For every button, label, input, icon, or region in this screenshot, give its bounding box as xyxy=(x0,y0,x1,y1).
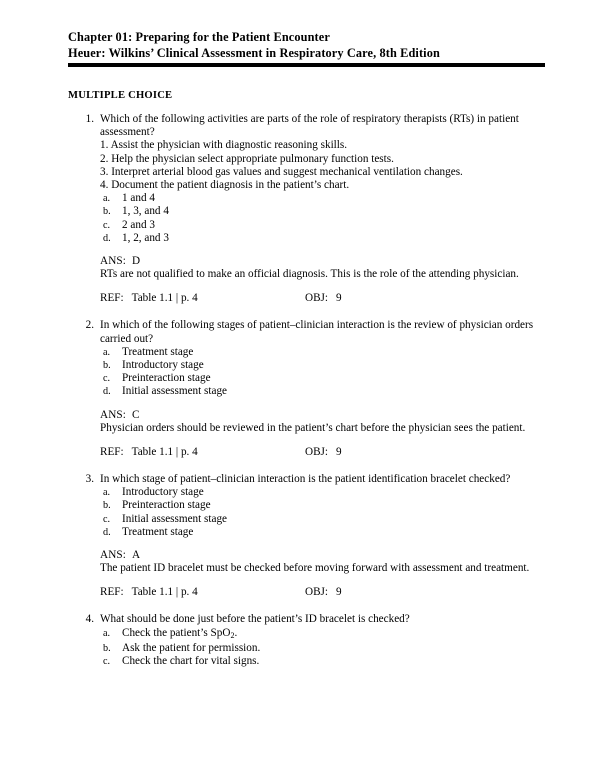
option-letter: b. xyxy=(103,360,111,372)
obj-value: 9 xyxy=(336,446,342,459)
numbered-item: 4. Document the patient diagnosis in the patient’s chart. xyxy=(100,179,350,192)
option-text: 2 and 3 xyxy=(122,218,155,231)
option-letter: b. xyxy=(103,642,111,654)
ref-value: Table 1.1 | p. 4 xyxy=(131,446,198,459)
question-block xyxy=(0,613,600,668)
answer-option[interactable] xyxy=(0,385,600,398)
option-text: Treatment stage xyxy=(122,345,194,358)
option-text: Check the patient’s SpO$_2$. xyxy=(122,626,238,640)
reference-row xyxy=(0,446,600,460)
section-heading-multiple-choice: MULTIPLE CHOICE xyxy=(68,90,173,101)
obj-group xyxy=(305,586,342,599)
answer-value: C xyxy=(131,408,140,421)
option-letter: c. xyxy=(103,513,111,525)
answer-option[interactable] xyxy=(0,627,600,642)
reference-row xyxy=(0,292,600,306)
question-number: 4. xyxy=(85,613,94,626)
answer-value: D xyxy=(131,255,141,268)
option-letter: a. xyxy=(103,487,111,499)
option-letter: b. xyxy=(103,206,111,218)
answer-option[interactable] xyxy=(0,232,600,245)
option-text: Preinteraction stage xyxy=(122,499,211,512)
option-text: Introductory stage xyxy=(122,359,204,372)
reference-row xyxy=(0,586,600,600)
numbered-item: 3. Interpret arterial blood gas values and suggest mechanical ventilation changes. xyxy=(100,165,463,178)
question-stem xyxy=(0,473,600,486)
answer-option[interactable] xyxy=(0,205,600,218)
option-letter: a. xyxy=(103,627,111,639)
answer-option-list xyxy=(0,627,600,668)
option-text: Preinteraction stage xyxy=(122,372,211,385)
option-text: Ask the patient for permission. xyxy=(122,641,261,654)
answer-option-list xyxy=(0,192,600,245)
answer-option[interactable] xyxy=(0,486,600,499)
answer-option-list xyxy=(0,486,600,539)
header-divider-rule xyxy=(68,63,545,67)
option-text: Initial assessment stage xyxy=(122,385,228,398)
question-stem xyxy=(0,613,600,626)
answer-label: ANS: xyxy=(100,255,126,268)
answer-line xyxy=(100,255,545,268)
question-text: What should be done just before the patient’s ID bracelet is checked? xyxy=(100,613,410,626)
answer-option[interactable] xyxy=(0,192,600,205)
option-letter: d. xyxy=(103,386,111,398)
question-block xyxy=(0,473,600,600)
ref-label: REF: xyxy=(100,586,124,599)
header-chapter-title: Chapter 01: Preparing for the Patient Encounter xyxy=(68,30,330,44)
option-text: Initial assessment stage xyxy=(122,512,228,525)
question-numbered-items xyxy=(0,139,600,192)
answer-option[interactable] xyxy=(0,219,600,232)
question-list xyxy=(0,113,600,681)
answer-option[interactable] xyxy=(0,372,600,385)
answer-line xyxy=(100,549,545,562)
ref-group xyxy=(100,446,198,459)
obj-label: OBJ: xyxy=(305,292,329,305)
answer-value: A xyxy=(131,549,141,562)
answer-block xyxy=(0,549,600,575)
question-number: 3. xyxy=(85,473,94,486)
option-text: 1 and 4 xyxy=(122,192,155,205)
answer-block xyxy=(0,409,600,435)
option-letter: a. xyxy=(103,193,111,205)
option-text: Check the chart for vital signs. xyxy=(122,654,260,667)
ref-label: REF: xyxy=(100,446,124,459)
option-letter: c. xyxy=(103,373,111,385)
numbered-item: 2. Help the physician select appropriate pulmonary function tests. xyxy=(100,152,394,165)
question-number: 2. xyxy=(85,319,94,332)
option-letter: c. xyxy=(103,655,111,667)
ref-group xyxy=(100,586,198,599)
question-block xyxy=(0,113,600,306)
option-letter: c. xyxy=(103,219,111,231)
answer-option[interactable] xyxy=(0,655,600,668)
obj-label: OBJ: xyxy=(305,586,329,599)
obj-value: 9 xyxy=(336,586,342,599)
ref-group xyxy=(100,292,198,305)
answer-option[interactable] xyxy=(0,642,600,655)
question-text: In which stage of patient–clinician interaction is the patient identification bracelet checked? xyxy=(100,473,511,486)
question-number: 1. xyxy=(85,113,94,125)
answer-option-list xyxy=(0,346,600,399)
option-letter: b. xyxy=(103,500,111,512)
ref-label: REF: xyxy=(100,292,124,305)
answer-option[interactable] xyxy=(0,499,600,512)
answer-option[interactable] xyxy=(0,359,600,372)
obj-value: 9 xyxy=(336,292,342,305)
answer-explanation: Physician orders should be reviewed in the patient’s chart before the physician sees the patient. xyxy=(100,421,526,434)
option-text: 1, 2, and 3 xyxy=(122,231,169,244)
answer-option[interactable] xyxy=(0,346,600,359)
obj-label: OBJ: xyxy=(305,446,329,459)
document-header xyxy=(68,30,546,61)
question-stem xyxy=(0,319,600,345)
obj-group xyxy=(305,292,342,305)
answer-label: ANS: xyxy=(100,408,126,421)
answer-block xyxy=(0,255,600,281)
question-block xyxy=(0,319,600,460)
answer-label: ANS: xyxy=(100,549,126,562)
obj-group xyxy=(305,446,342,459)
answer-option[interactable] xyxy=(0,513,600,526)
option-letter: d. xyxy=(103,232,111,244)
option-letter: d. xyxy=(103,526,111,538)
question-stem xyxy=(0,113,600,139)
answer-explanation: The patient ID bracelet must be checked before moving forward with assessment and treatment. xyxy=(100,562,530,575)
option-text: 1, 3, and 4 xyxy=(122,205,169,218)
answer-option[interactable] xyxy=(0,526,600,539)
numbered-item: 1. Assist the physician with diagnostic reasoning skills. xyxy=(100,139,348,152)
answer-line xyxy=(100,409,545,422)
question-text: Which of the following activities are parts of the role of respiratory therapists (RTs) in patient assessment? xyxy=(100,113,519,139)
header-book-title: Heuer: Wilkins’ Clinical Assessment in Respiratory Care, 8th Edition xyxy=(68,45,440,60)
ref-value: Table 1.1 | p. 4 xyxy=(131,292,198,305)
option-letter: a. xyxy=(103,346,111,358)
option-text: Introductory stage xyxy=(122,486,204,499)
option-text: Treatment stage xyxy=(122,525,194,538)
ref-value: Table 1.1 | p. 4 xyxy=(131,586,198,599)
answer-explanation: RTs are not qualified to make an official diagnosis. This is the role of the attending physician. xyxy=(100,268,519,281)
question-text: In which of the following stages of patient–clinician interaction is the review of physician orders carried out? xyxy=(100,319,534,345)
